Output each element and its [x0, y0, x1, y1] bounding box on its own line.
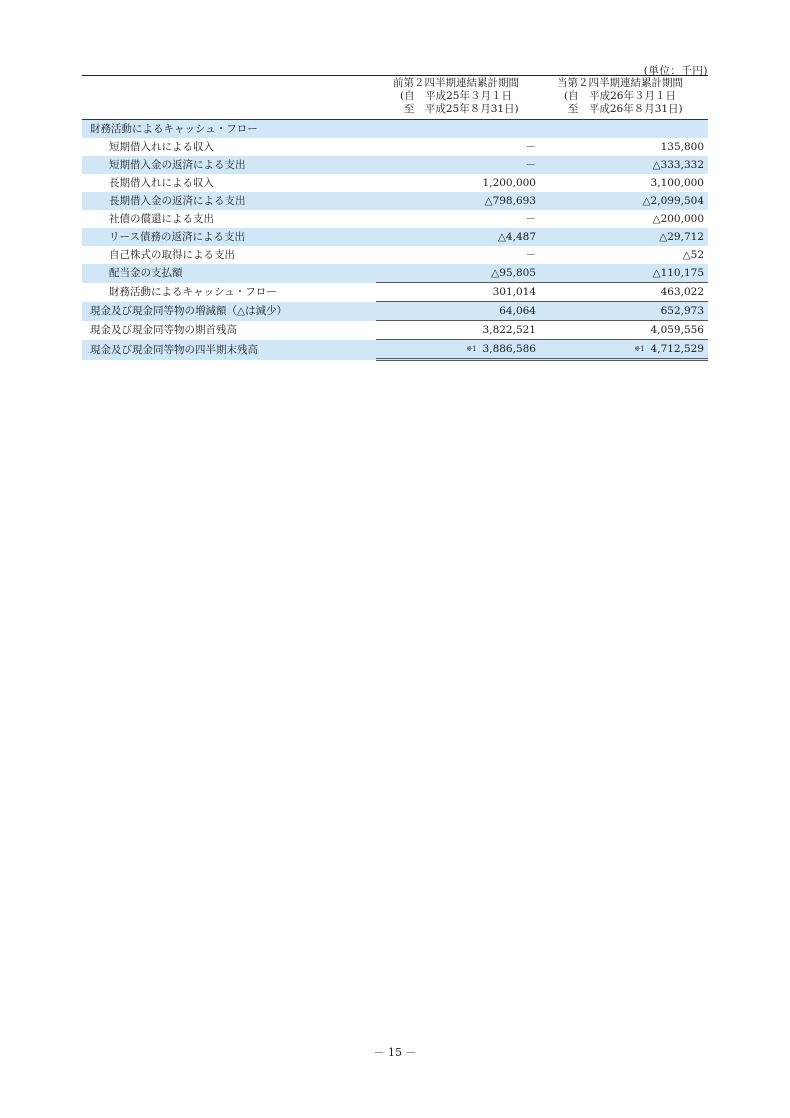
value-prior: 1,200,000	[482, 177, 536, 189]
table-row	[82, 228, 708, 246]
value-current: △2,099,504	[540, 192, 708, 210]
table-row-subtotal	[82, 283, 708, 302]
column-header-prior-period	[376, 77, 536, 116]
row-label: 自己株式の取得による支出	[109, 249, 235, 261]
value-prior: △95,805	[376, 264, 540, 283]
footnote-marker: ※1	[634, 345, 645, 353]
row-label: 財務活動によるキャッシュ・フロー	[109, 286, 277, 298]
table-row	[82, 210, 708, 228]
value-current: △52	[682, 249, 704, 261]
value-prior: 3,822,521	[376, 321, 540, 340]
row-label: 現金及び現金同等物の期首残高	[90, 324, 237, 336]
table-row-beginning-balance	[82, 321, 708, 340]
row-label: 社債の償還による支出	[109, 213, 214, 225]
value-prior: －	[525, 213, 536, 225]
value-prior: 301,014	[376, 283, 540, 302]
value-prior: －	[376, 156, 540, 174]
footnote-marker: ※1	[466, 345, 477, 353]
table-top-rule	[82, 75, 708, 76]
table-row-net-change	[82, 302, 708, 321]
value-current: 652,973	[540, 302, 708, 321]
row-label: 配当金の支払額	[82, 264, 376, 283]
value-prior	[376, 340, 540, 360]
value-current: △333,332	[540, 156, 708, 174]
column-header-line: 前第２四半期連結累計期間	[393, 77, 519, 89]
column-header-line: 至 平成26年８月31日)	[557, 103, 683, 115]
row-label: 短期借入れによる収入	[109, 141, 214, 153]
value-prior: △798,693	[376, 192, 540, 210]
row-label: 長期借入金の返済による支出	[82, 192, 376, 210]
row-label: 短期借入金の返済による支出	[82, 156, 376, 174]
table-row	[82, 156, 708, 174]
table-row	[82, 192, 708, 210]
column-header-line: 当第２四半期連結累計期間	[557, 77, 683, 89]
row-label: 現金及び現金同等物の四半期末残高	[82, 340, 376, 360]
unit-label: (単位：千円)	[643, 65, 708, 77]
table-row	[82, 120, 708, 138]
column-header-line: 至 平成25年８月31日)	[393, 103, 519, 115]
value-current: 3,100,000	[650, 177, 704, 189]
table-row	[82, 138, 708, 156]
table-row-ending-balance	[82, 340, 708, 360]
value-current: 463,022	[540, 283, 708, 302]
value-current: 135,800	[660, 141, 704, 153]
row-label: リース債務の返済による支出	[82, 228, 376, 246]
value-prior	[376, 120, 540, 138]
page-number: － 15 －	[373, 1046, 417, 1059]
value-prior: △4,487	[376, 228, 540, 246]
column-header-line: (自 平成25年３月１日	[400, 90, 512, 102]
value-current	[540, 340, 708, 360]
table-row	[82, 264, 708, 283]
value-prior: 64,064	[376, 302, 540, 321]
value-current: △29,712	[540, 228, 708, 246]
value-prior: －	[525, 249, 536, 261]
value-current: 4,059,556	[540, 321, 708, 340]
table-row	[82, 174, 708, 192]
value-prior: －	[525, 141, 536, 153]
row-label: 現金及び現金同等物の増減額（△は減少）	[82, 302, 376, 321]
cash-flow-table	[82, 120, 708, 361]
value-current: △200,000	[652, 213, 704, 225]
column-header-current-period	[540, 77, 700, 116]
row-label: 長期借入れによる収入	[109, 177, 214, 189]
column-header-line: (自 平成26年３月１日	[564, 90, 676, 102]
table-row	[82, 246, 708, 264]
value-current: △110,175	[540, 264, 708, 283]
row-label: 財務活動によるキャッシュ・フロー	[82, 120, 376, 138]
value-text: 3,886,586	[482, 343, 536, 355]
value-current	[540, 120, 708, 138]
value-text: 4,712,529	[650, 343, 704, 355]
